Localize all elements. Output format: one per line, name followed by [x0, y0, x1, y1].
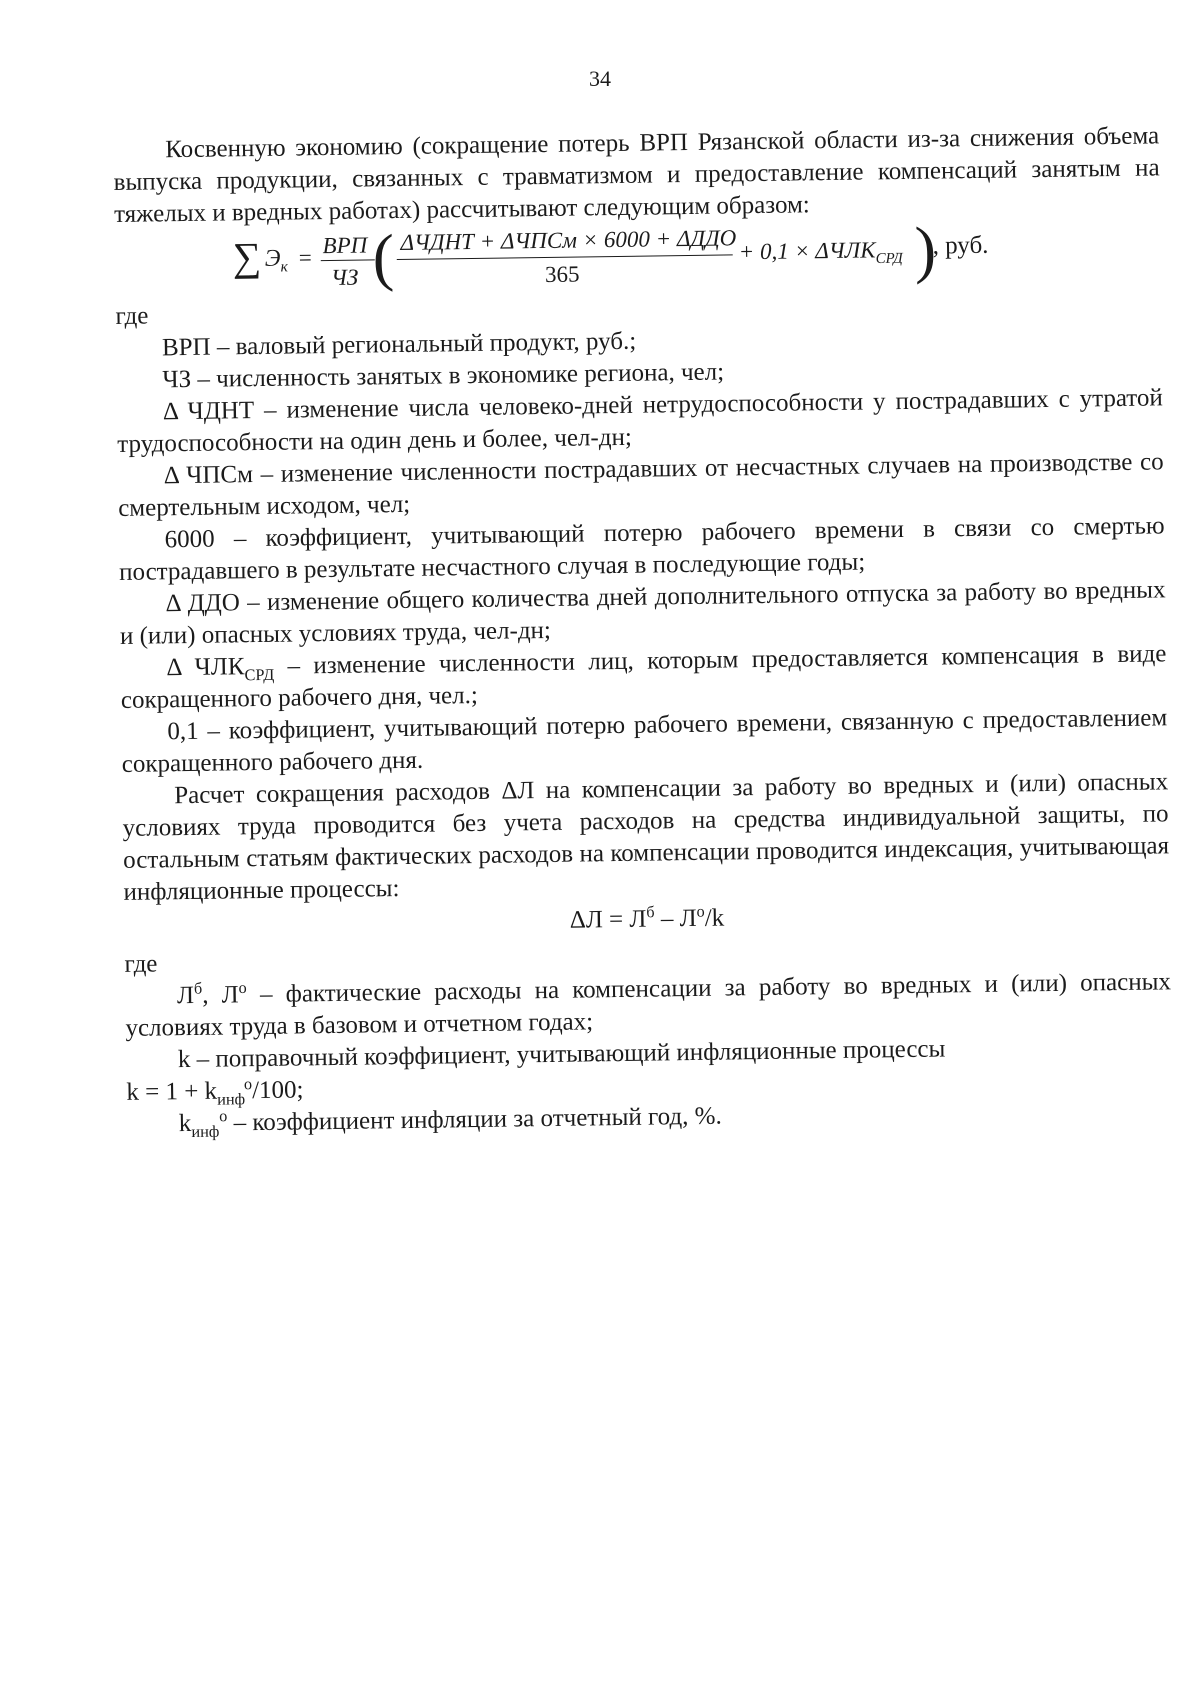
formula-lhs: $Э_к$: [264, 245, 288, 276]
compensation-formula: $\Delta Л = Л^б - Л^о/k$: [569, 902, 725, 934]
indirect-savings-formula: [114, 213, 1161, 297]
definition-chlk: Δ $ЧЛК_{СРД}$ – изменение численности лиц, которым предоставляется компенсация в виде сокращенного рабочего дня, чел.;: [120, 640, 1167, 714]
definition-vrp: ВРП – валовый региональный продукт, руб.;: [161, 327, 637, 362]
definition-chdnt: Δ ЧДНТ – изменение числа человеко-дней нетрудоспособности у пострадавших с утратой трудоспособности на один день и более, чел-дн;: [117, 384, 1163, 458]
definition-chpsm: Δ ЧПСм – изменение численности пострадавших от несчастных случаев на производстве со смертельным исходом, чел;: [118, 448, 1164, 522]
plus-term: + $0,1 \times \Delta ЧЛК_{СРД}$: [738, 237, 903, 267]
k-formula: $k = 1 + k_{инф}^о/100$;: [126, 1074, 304, 1109]
definition-01: 0,1 – коэффициент, учитывающий потерю рабочего времени, связанную с предоставлением сокращенного рабочего дня.: [121, 704, 1168, 778]
outer-fraction-bar: [321, 259, 375, 261]
inner-denominator: 365: [544, 261, 580, 287]
calculation-paragraph: Расчет сокращения расходов ΔЛ на компенсации за работу во вредных и (или) опасных условиях труда проводится без учета расходов на средства индивидуальной защиты, по остальным статьям фактических расходов на компенсации проводится индексация, учитывающая инфляционные процессы:: [122, 768, 1170, 906]
definition-kinf: $k_{инф}^о$ – коэффициент инфляции за отчетный год, %.: [178, 1102, 722, 1142]
intro-paragraph: Косвенную экономию (сокращение потерь ВРП Рязанской области из-за снижения объема выпуска продукции, связанных с травматизмом и предоставление компенсаций занятым на тяжелых и вредных работах) рассчитывают следующим образом:: [113, 122, 1160, 228]
page-content: [113, 120, 1173, 1141]
sum-sign: ∑: [232, 233, 262, 280]
definition-chz: ЧЗ – численность занятых в экономике региона, чел;: [162, 358, 725, 394]
definition-l: $Л^б$, $Л^о$ – фактические расходы на компенсации за работу во вредных и (или) опасных условиях труда в базовом и отчетном годах;: [125, 968, 1172, 1042]
left-paren: (: [372, 221, 395, 293]
inner-fraction-bar: [397, 254, 733, 260]
outer-denominator: ЧЗ: [330, 264, 359, 290]
definition-k: k – поправочный коэффициент, учитывающий инфляционные процессы: [177, 1035, 946, 1074]
definition-ddo: Δ ДДО – изменение общего количества дней дополнительного отпуска за работу во вредных и (или) опасных условиях труда, чел-дн;: [119, 576, 1166, 650]
definitions-list: [116, 318, 1168, 781]
formula-unit: , руб.: [932, 231, 989, 260]
right-paren: ): [914, 213, 937, 285]
where-label-2: где: [124, 950, 158, 978]
page-number: 34: [589, 66, 611, 91]
where-label: где: [115, 302, 149, 330]
formula-equals: =: [298, 245, 312, 271]
definition-6000: 6000 – коэффициент, учитывающий потерю рабочего времени в связи со смертью пострадавшего в результате несчастного случая в последующие годы;: [118, 512, 1165, 586]
outer-numerator: ВРП: [322, 232, 368, 259]
inner-numerator: ΔЧДНТ + ΔЧПСм × 6000 + ΔДДО: [400, 225, 737, 255]
